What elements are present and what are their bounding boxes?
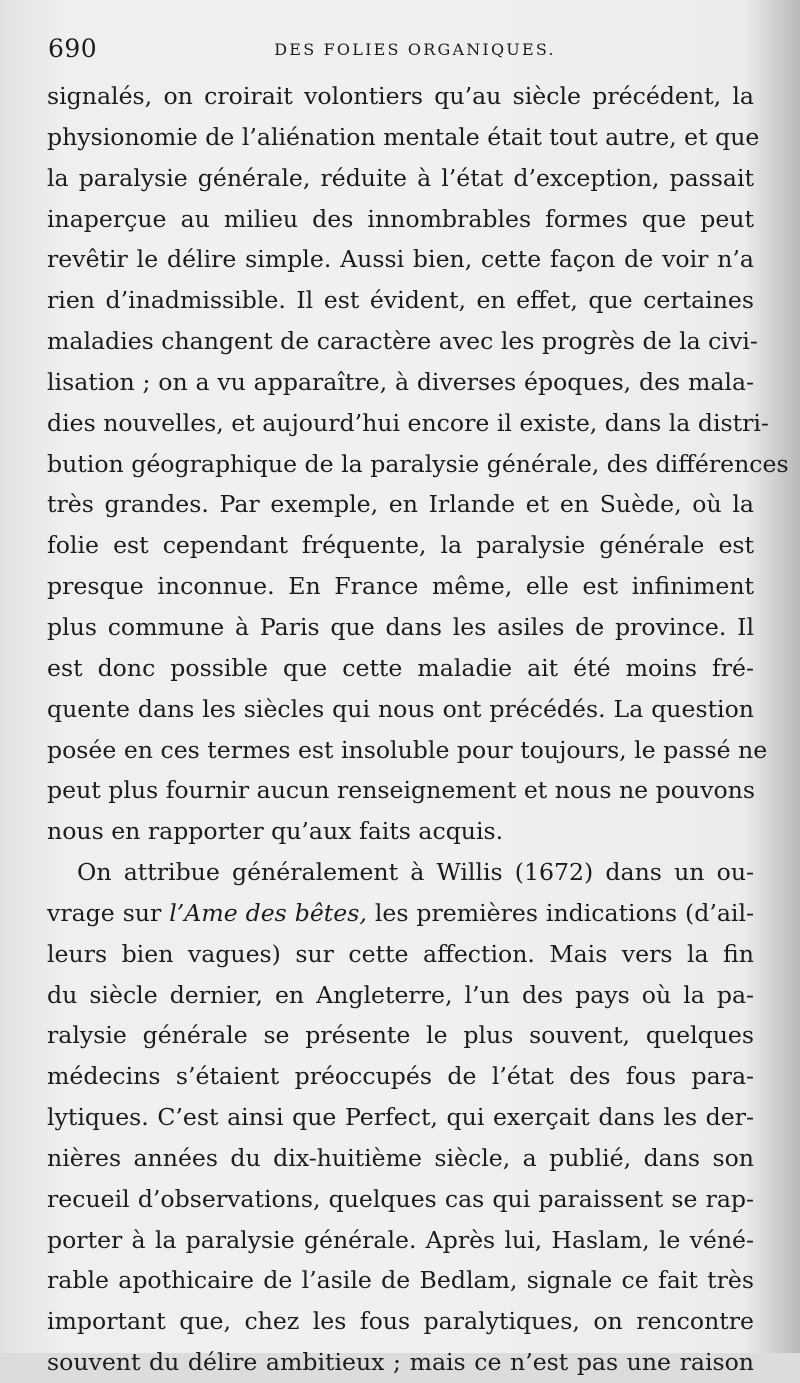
running-head: DES FOLIES ORGANIQUES. — [274, 40, 556, 59]
text-segment: vrage sur — [47, 898, 170, 927]
text-line: bution géographique de la paralysie générale, des différences — [47, 449, 789, 478]
text-line: souvent du délire ambitieux ; mais ce n’est pas une raison — [47, 1348, 754, 1377]
text-line: folie est cependant fréquente, la paralysie générale est — [47, 531, 754, 560]
text-line: peut plus fournir aucun renseignement et nous ne pouvons — [47, 776, 755, 805]
text-line: du siècle dernier, en Angleterre, l’un des pays où la pa- — [47, 980, 754, 1009]
paragraph-last-line: nous en rapporter qu’aux faits acquis. — [47, 817, 504, 846]
page-number: 690 — [48, 34, 98, 63]
body-text — [47, 76, 789, 1383]
text-line: ralysie générale se présente le plus souvent, quelques — [47, 1021, 754, 1050]
book-title: l’Ame des bêtes, — [169, 898, 367, 927]
text-line: dies nouvelles, et aujourd’hui encore il existe, dans la distri- — [47, 408, 769, 437]
text-line: physionomie de l’aliénation mentale était tout autre, et que — [47, 122, 760, 151]
text-line: signalés, on croirait volontiers qu’au siècle précédent, la — [47, 82, 754, 110]
paragraph-first-line: On attribue généralement à Willis (1672) dans un ou- — [77, 858, 754, 887]
text-line: revêtir le délire simple. Aussi bien, cette façon de voir n’a — [47, 245, 754, 274]
text-line: important que, chez les fous paralytiques, on rencontre — [47, 1307, 754, 1336]
text-line: presque inconnue. En France même, elle est infiniment — [47, 572, 754, 601]
text-line: rable apothicaire de l’asile de Bedlam, signale ce fait très — [47, 1266, 754, 1295]
text-line: porter à la paralysie générale. Après lui, Haslam, le véné- — [47, 1225, 754, 1254]
text-line: est donc possible que cette maladie ait été moins fré- — [47, 653, 754, 682]
text-line: rien d’inadmissible. Il est évident, en effet, que certaines — [47, 286, 754, 315]
text-line: inaperçue au milieu des innombrables formes que peut — [47, 204, 754, 233]
text-line: la paralysie générale, réduite à l’état d’exception, passait — [47, 163, 754, 192]
text-line: leurs bien vagues) sur cette affection. Mais vers la fin — [47, 939, 754, 968]
text-line: médecins s’étaient préoccupés de l’état des fous para- — [47, 1062, 754, 1091]
text-line: plus commune à Paris que dans les asiles de province. Il — [47, 612, 754, 641]
text-line: recueil d’observations, quelques cas qui paraissent se rap- — [47, 1184, 754, 1213]
page-header — [48, 34, 752, 64]
text-line-with-title — [47, 893, 754, 934]
text-line: lytiques. C’est ainsi que Perfect, qui exerçait dans les der- — [47, 1103, 754, 1132]
text-line: posée en ces termes est insoluble pour toujours, le passé ne — [47, 735, 768, 764]
text-line: nières années du dix-huitième siècle, a publié, dans son — [47, 1143, 754, 1172]
text-line: très grandes. Par exemple, en Irlande et en Suède, où la — [47, 490, 754, 519]
text-line: lisation ; on a vu apparaître, à diverses époques, des mala- — [47, 367, 754, 396]
text-line: quente dans les siècles qui nous ont précédés. La question — [47, 694, 754, 723]
text-line: maladies changent de caractère avec les progrès de la civi- — [47, 327, 758, 356]
text-segment: les premières indications (d’ail- — [374, 898, 755, 927]
